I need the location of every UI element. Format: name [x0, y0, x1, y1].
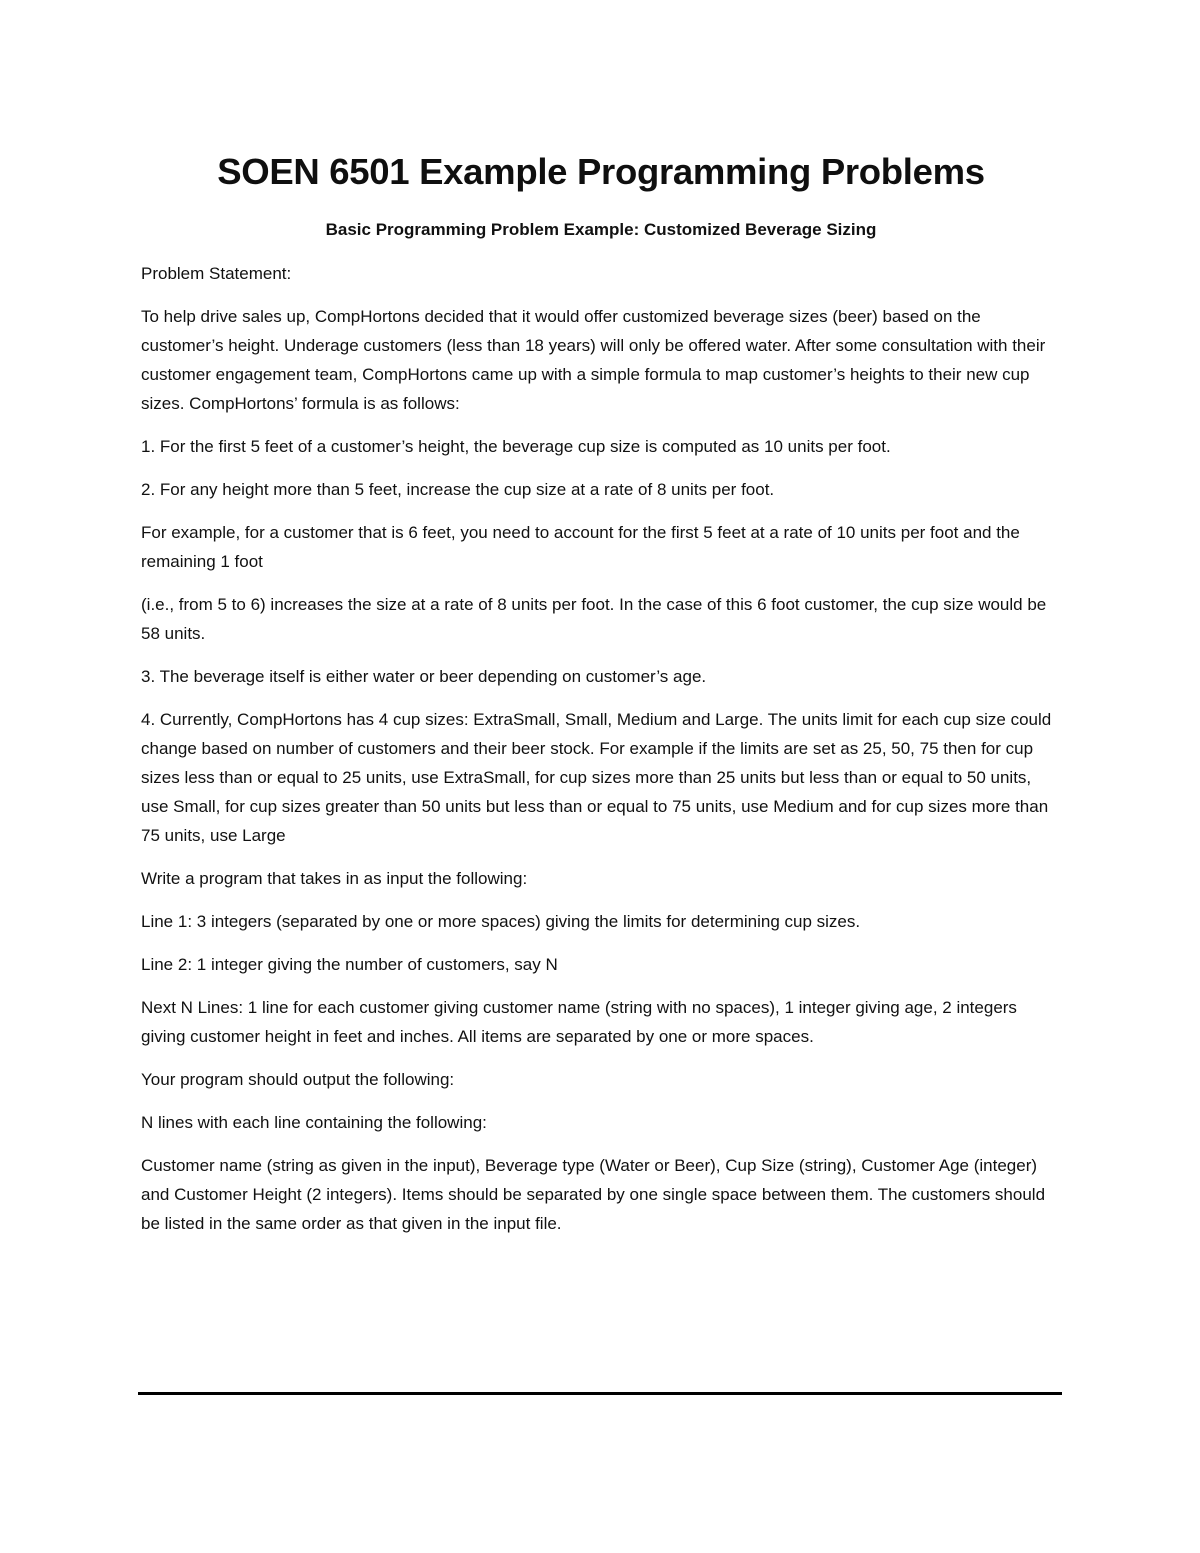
paragraph-example-part-2: (i.e., from 5 to 6) increases the size at a rate of 8 units per foot. In the case of this 6 foot customer, the cup size would be 58 units.: [141, 595, 1047, 643]
paragraph-output-format: Customer name (string as given in the input), Beverage type (Water or Beer), Cup Size (string), Customer Age (integer) and Customer Height (2 integers). Items should be separated by one single space between them. The customers should be listed in the same order as that given in the input file.: [141, 1156, 1046, 1233]
paragraph-input-next-lines: Next N Lines: 1 line for each customer giving customer name (string with no spaces), 1 integer giving age, 2 integers giving customer height in feet and inches. All items are separated by one or more spaces.: [141, 998, 1017, 1046]
paragraph-rule-1: 1. For the first 5 feet of a customer’s height, the beverage cup size is computed as 10 units per foot.: [141, 437, 891, 456]
document-title: SOEN 6501 Example Programming Problems: [217, 151, 985, 192]
paragraph-input-line-2: Line 2: 1 integer giving the number of customers, say N: [141, 955, 558, 974]
paragraph-input-line-1: Line 1: 3 integers (separated by one or more spaces) giving the limits for determining cup sizes.: [141, 912, 861, 931]
paragraph-output-lines: N lines with each line containing the following:: [141, 1113, 487, 1132]
paragraph-rule-2: 2. For any height more than 5 feet, increase the cup size at a rate of 8 units per foot.: [141, 480, 775, 499]
paragraph-output-heading: Your program should output the following:: [141, 1070, 455, 1089]
paragraph-problem-statement-label: Problem Statement:: [141, 264, 292, 283]
document-body: [141, 150, 1061, 1252]
footer-divider: [138, 1392, 1062, 1395]
paragraph-rule-3: 3. The beverage itself is either water or beer depending on customer’s age.: [141, 667, 707, 686]
document-subtitle: Basic Programming Problem Example: Customized Beverage Sizing: [325, 220, 877, 239]
paragraph-intro: To help drive sales up, CompHortons decided that it would offer customized beverage sizes (beer) based on the customer’s height. Underage customers (less than 18 years) will only be offered water. After some consultation with their customer engagement team, CompHortons came up with a simple formula to map customer’s heights to their new cup sizes. CompHortons’ formula is as follows:: [141, 307, 1046, 413]
paragraph-example-part-1: For example, for a customer that is 6 feet, you need to account for the first 5 feet at a rate of 10 units per foot and the remaining 1 foot: [141, 523, 1020, 571]
paragraph-input-heading: Write a program that takes in as input the following:: [141, 869, 528, 888]
paragraph-rule-4: 4. Currently, CompHortons has 4 cup sizes: ExtraSmall, Small, Medium and Large. The units limit for each cup size could change based on number of customers and their beer stock. For example if the limits are set as 25, 50, 75 then for cup sizes less than or equal to 25 units, use ExtraSmall, for cup sizes more than 25 units but less than or equal to 50 units, use Small, for cup sizes greater than 50 units but less than or equal to 75 units, use Medium and for cup sizes more than 75 units, use Large: [141, 710, 1052, 845]
